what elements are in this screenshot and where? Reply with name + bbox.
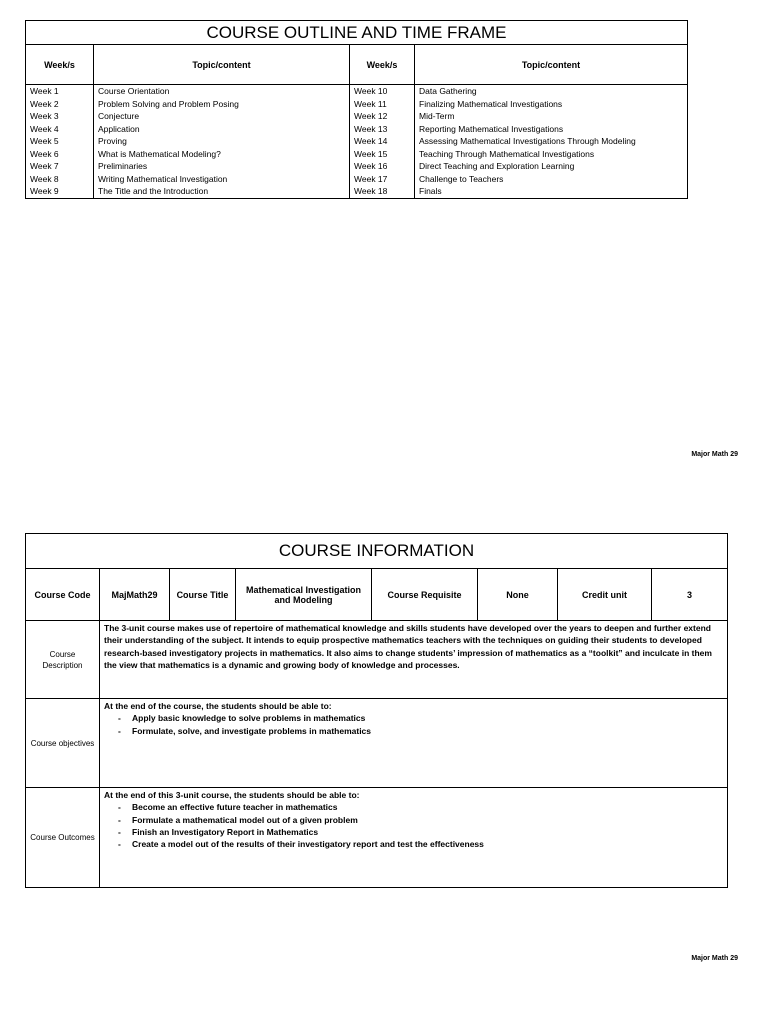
topic-cell: Problem Solving and Problem Posing [94, 98, 350, 111]
list-item: - Become an effective future teacher in mathematics [132, 801, 724, 813]
week-cell: Week 18 [350, 185, 415, 198]
week-cell: Week 12 [350, 110, 415, 123]
week-cell: Week 3 [26, 110, 94, 123]
outcomes-intro: At the end of this 3-unit course, the students should be able to: [104, 790, 360, 800]
week-cell: Week 4 [26, 123, 94, 136]
week-cell: Week 13 [350, 123, 415, 136]
course-outline-table [25, 20, 688, 199]
outline-header-row [26, 45, 688, 85]
table-row [26, 135, 688, 148]
table-row [26, 160, 688, 173]
objectives-intro: At the end of the course, the students should be able to: [104, 701, 332, 711]
topic-cell: What is Mathematical Modeling? [94, 148, 350, 161]
objectives-row [26, 699, 728, 788]
week-cell: Week 9 [26, 185, 94, 198]
list-item: - Formulate a mathematical model out of a given problem [132, 814, 724, 826]
page-footer: Major Math 29 [691, 955, 738, 962]
topic-cell: Writing Mathematical Investigation [94, 173, 350, 186]
week-cell: Week 7 [26, 160, 94, 173]
table-row [26, 98, 688, 111]
outcomes-row [26, 788, 728, 888]
list-item: - Create a model out of the results of their investigatory report and test the effectiveness [132, 838, 724, 850]
course-requisite-value: None [478, 569, 558, 621]
outline-body [26, 85, 688, 199]
topic-cell: Data Gathering [415, 85, 688, 98]
description-text: The 3-unit course makes use of repertoire of mathematical knowledge and skills students have developed over the years to deepen and further extend their understanding of the subject. It intends to equip prospective mathematics teachers with the techniques on guiding their students to developed research-based investigatory projects in mathematics. It also aims to change students’ impression of mathematics as a “toolkit” and inculcate in them the view that mathematics is a dynamic and growing body of knowledge and processes. [100, 621, 728, 699]
table-row [26, 123, 688, 136]
header-week-right: Week/s [350, 45, 415, 85]
topic-cell: Mid-Term [415, 110, 688, 123]
list-item: - Finish an Investigatory Report in Mathematics [132, 826, 724, 838]
topic-cell: Course Orientation [94, 85, 350, 98]
topic-cell: The Title and the Introduction [94, 185, 350, 198]
topic-cell: Application [94, 123, 350, 136]
description-row [26, 621, 728, 699]
outline-title: COURSE OUTLINE AND TIME FRAME [26, 21, 688, 45]
list-item: - Formulate, solve, and investigate problems in mathematics [132, 725, 724, 737]
page-footer: Major Math 29 [691, 451, 738, 458]
table-row [26, 148, 688, 161]
outcomes-label: Course Outcomes [26, 788, 100, 888]
topic-cell: Teaching Through Mathematical Investigations [415, 148, 688, 161]
week-cell: Week 11 [350, 98, 415, 111]
topic-cell: Preliminaries [94, 160, 350, 173]
header-topic-left: Topic/content [94, 45, 350, 85]
course-title-label: Course Title [170, 569, 236, 621]
topic-cell: Direct Teaching and Exploration Learning [415, 160, 688, 173]
table-row [26, 185, 688, 198]
table-row [26, 173, 688, 186]
week-cell: Week 1 [26, 85, 94, 98]
table-row [26, 110, 688, 123]
week-cell: Week 14 [350, 135, 415, 148]
course-title-value: Mathematical Investigation and Modeling [236, 569, 372, 621]
description-label: Course Description [26, 621, 100, 699]
info-header-row [26, 569, 728, 621]
credit-unit-value: 3 [652, 569, 728, 621]
week-cell: Week 8 [26, 173, 94, 186]
topic-cell: Finals [415, 185, 688, 198]
week-cell: Week 6 [26, 148, 94, 161]
topic-cell: Reporting Mathematical Investigations [415, 123, 688, 136]
table-row [26, 85, 688, 98]
header-week-left: Week/s [26, 45, 94, 85]
course-information-table [25, 533, 728, 888]
topic-cell: Finalizing Mathematical Investigations [415, 98, 688, 111]
course-requisite-label: Course Requisite [372, 569, 478, 621]
week-cell: Week 16 [350, 160, 415, 173]
week-cell: Week 17 [350, 173, 415, 186]
week-cell: Week 15 [350, 148, 415, 161]
outcomes-list [104, 801, 724, 850]
topic-cell: Proving [94, 135, 350, 148]
week-cell: Week 10 [350, 85, 415, 98]
objectives-label: Course objectives [26, 699, 100, 788]
week-cell: Week 2 [26, 98, 94, 111]
week-cell: Week 5 [26, 135, 94, 148]
course-code-label: Course Code [26, 569, 100, 621]
topic-cell: Assessing Mathematical Investigations Through Modeling [415, 135, 688, 148]
topic-cell: Challenge to Teachers [415, 173, 688, 186]
course-code-value: MajMath29 [100, 569, 170, 621]
header-topic-right: Topic/content [415, 45, 688, 85]
objectives-content [100, 699, 728, 788]
objectives-list [104, 712, 724, 737]
info-title: COURSE INFORMATION [26, 534, 728, 569]
credit-unit-label: Credit unit [558, 569, 652, 621]
list-item: - Apply basic knowledge to solve problems in mathematics [132, 712, 724, 724]
outcomes-content [100, 788, 728, 888]
topic-cell: Conjecture [94, 110, 350, 123]
